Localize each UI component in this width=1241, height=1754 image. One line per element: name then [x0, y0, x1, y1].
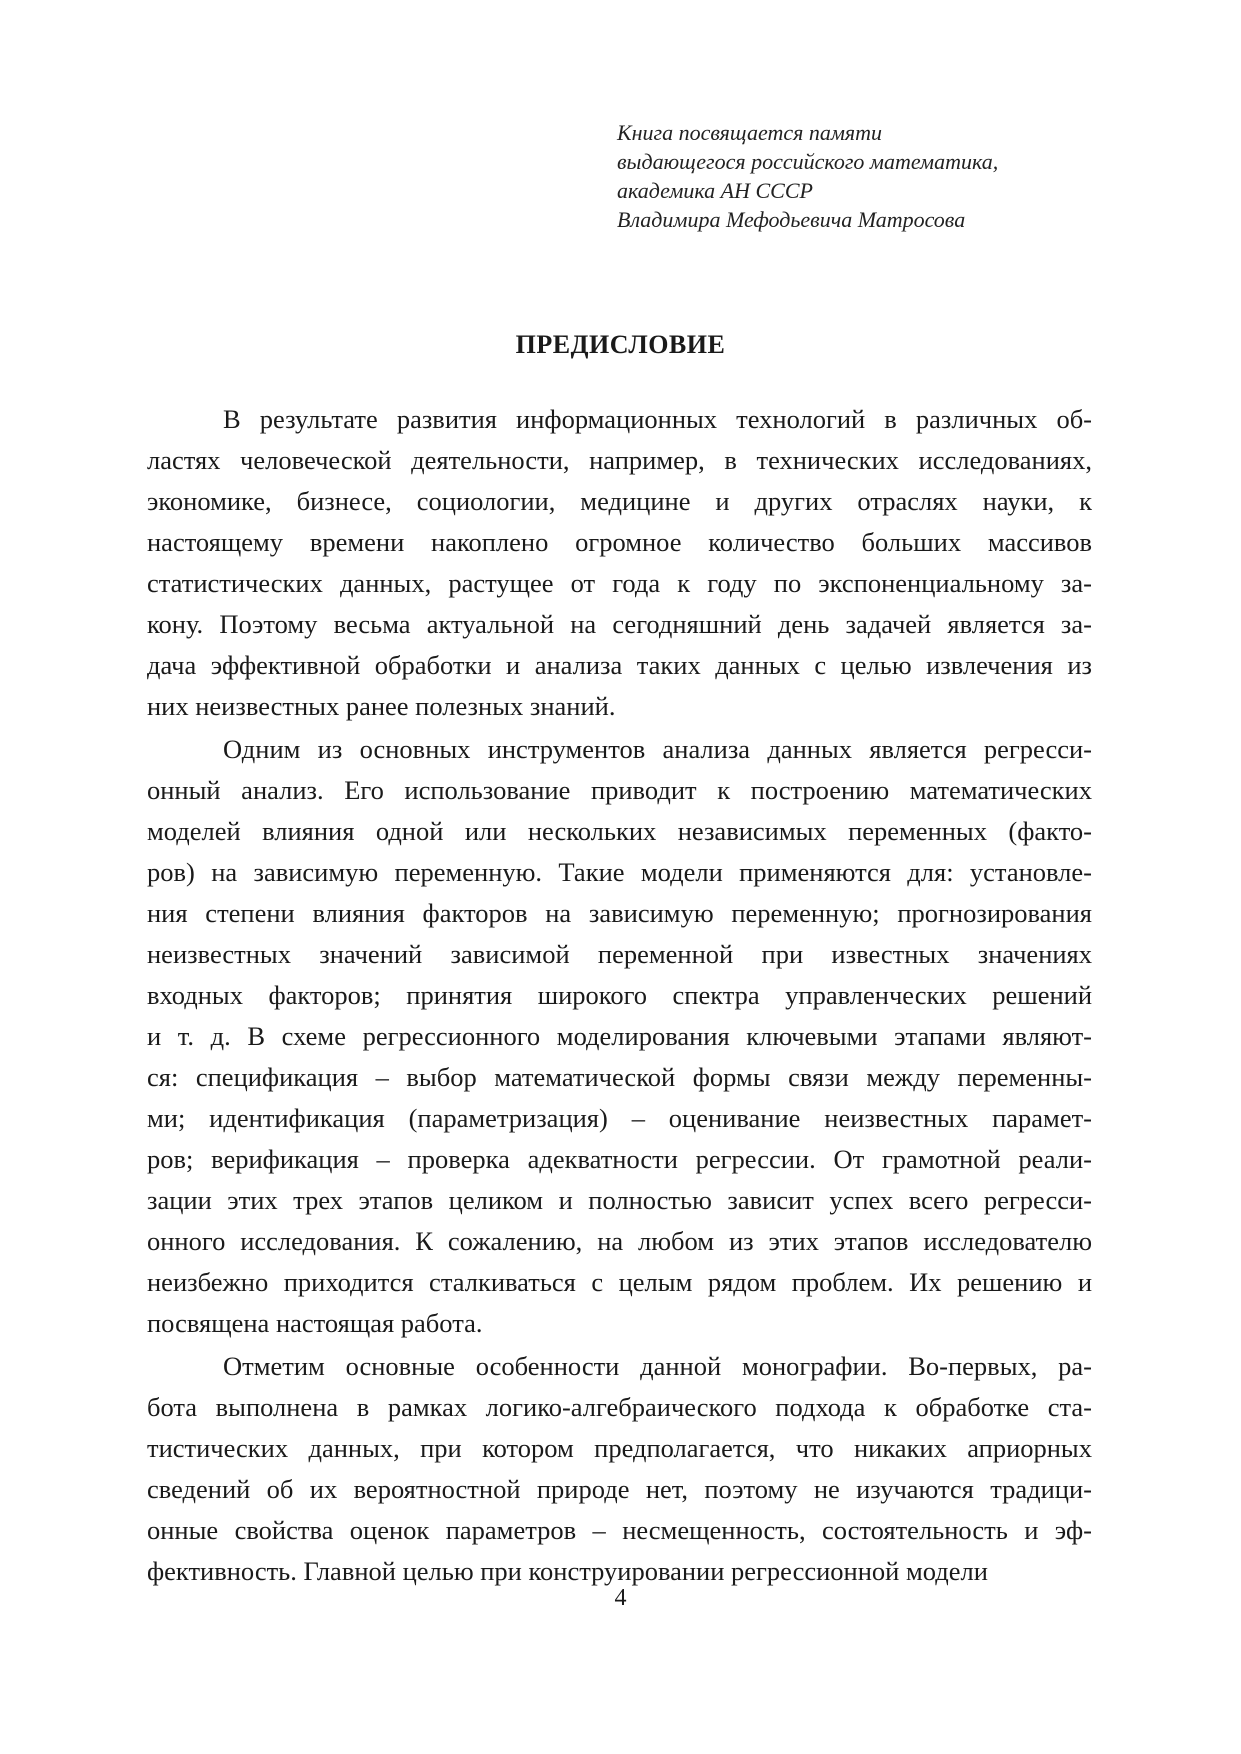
text-line: них неизвестных ранее полезных знаний. — [147, 691, 616, 721]
text-line: и т. д. В схеме регрессионного моделирования ключевыми этапами являют- — [147, 1021, 1092, 1051]
text-line: сведений об их вероятностной природе нет, поэтому не изучаются традици- — [147, 1474, 1092, 1504]
text-line: Отметим основные особенности данной монографии. Во-первых, ра- — [223, 1351, 1092, 1381]
text-line: входных факторов; принятия широкого спектра управленческих решений — [147, 980, 1092, 1010]
section-heading: ПРЕДИСЛОВИЕ — [515, 330, 726, 359]
dedication-line: академика АН СССР — [617, 178, 813, 203]
text-line: ми; идентификация (параметризация) – оценивание неизвестных парамет- — [147, 1103, 1092, 1133]
text-line: тистических данных, при котором предполагается, что никаких априорных — [147, 1433, 1092, 1463]
text-line: ластях человеческой деятельности, например, в технических исследованиях, — [147, 445, 1092, 475]
text-line: ся: спецификация – выбор математической формы связи между переменны- — [147, 1062, 1092, 1092]
text-line: ния степени влияния факторов на зависимую переменную; прогнозирования — [147, 898, 1092, 928]
paragraph — [147, 399, 1092, 727]
text-line: онные свойства оценок параметров – несмещенность, состоятельность и эф- — [147, 1515, 1092, 1545]
paragraph — [147, 729, 1092, 1344]
text-line: В результате развития информационных технологий в различных об- — [223, 404, 1092, 434]
text-line: онный анализ. Его использование приводит к построению математических — [147, 775, 1092, 805]
dedication-line: Владимира Мефодьевича Матросова — [617, 207, 966, 232]
text-line: ров) на зависимую переменную. Такие модели применяются для: установле- — [147, 857, 1092, 887]
text-line: зации этих трех этапов целиком и полностью зависит успех всего регресси- — [147, 1185, 1092, 1215]
text-line: неизбежно приходится сталкиваться с целым рядом проблем. Их решению и — [147, 1267, 1092, 1297]
text-line: посвящена настоящая работа. — [147, 1308, 483, 1338]
paragraph — [147, 1346, 1092, 1592]
text-line: статистических данных, растущее от года к году по экспоненциальному за- — [147, 568, 1092, 598]
body-text — [147, 399, 1092, 1592]
page-number: 4 — [614, 1585, 627, 1611]
text-line: моделей влияния одной или нескольких независимых переменных (факто- — [147, 816, 1092, 846]
text-line: фективность. Главной целью при конструировании регрессионной модели — [147, 1556, 988, 1586]
text-line: неизвестных значений зависимой переменной при известных значениях — [147, 939, 1092, 969]
dedication-line: Книга посвящается памяти — [617, 120, 883, 145]
text-line: Одним из основных инструментов анализа данных является регресси- — [223, 734, 1092, 764]
text-line: ров; верификация – проверка адекватности регрессии. От грамотной реали- — [147, 1144, 1092, 1174]
text-line: дача эффективной обработки и анализа таких данных с целью извлечения из — [147, 650, 1092, 680]
dedication-line: выдающегося российского математика, — [617, 149, 999, 174]
text-line: онного исследования. К сожалению, на любом из этих этапов исследователю — [147, 1226, 1092, 1256]
text-line: бота выполнена в рамках логико-алгебраического подхода к обработке ста- — [147, 1392, 1092, 1422]
text-line: кону. Поэтому весьма актуальной на сегодняшний день задачей является за- — [147, 609, 1092, 639]
dedication-epigraph — [617, 118, 998, 234]
text-line: настоящему времени накоплено огромное количество больших массивов — [147, 527, 1092, 557]
text-line: экономике, бизнесе, социологии, медицине и других отраслях науки, к — [147, 486, 1092, 516]
